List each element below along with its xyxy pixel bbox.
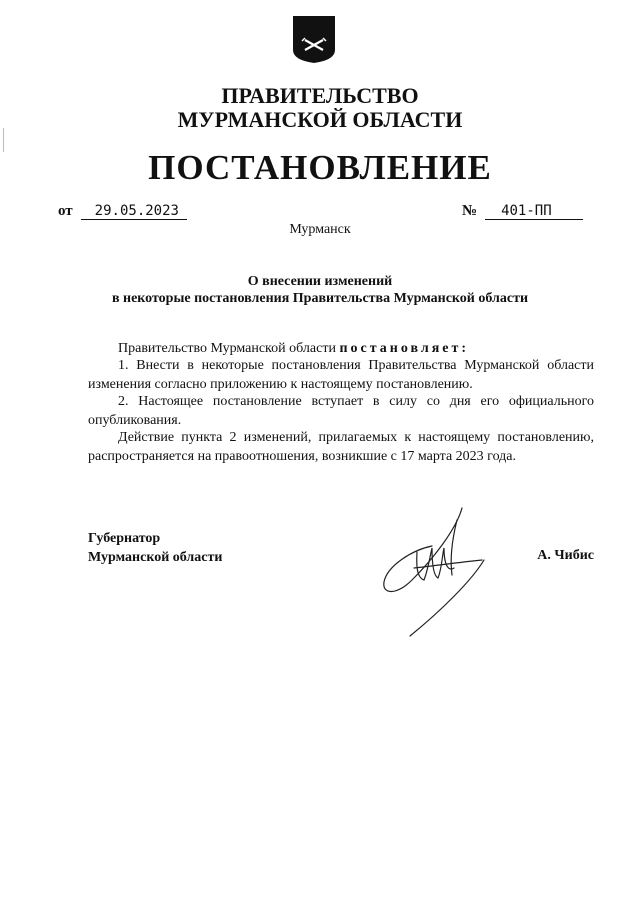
- intro-text: Правительство Мурманской области: [118, 341, 336, 356]
- document-date: 29.05.2023: [81, 203, 187, 220]
- org-name-line2: МУРМАНСКОЙ ОБЛАСТИ: [177, 107, 463, 132]
- item-2: 2. Настоящее постановление вступает в силу со дня его официального опубликования.: [88, 394, 594, 428]
- number-block: [462, 202, 583, 220]
- intro-paragraph: [88, 340, 594, 359]
- item-3: Действие пункта 2 изменений, прилагаемых к настоящему постановлению, распространяется на правоотношения, возникшие с 17 марта 2023 года.: [88, 430, 594, 464]
- item-1: 1. Внести в некоторые постановления Правительства Мурманской области изменения согласно приложению к настоящему постановлению.: [88, 358, 594, 392]
- org-name-line1: ПРАВИТЕЛЬСТВО: [221, 83, 419, 108]
- intro-verb: постановляет:: [339, 341, 470, 356]
- signatory-name: А. Чибис: [537, 548, 594, 563]
- position-line1: Губернатор: [88, 531, 161, 546]
- date-prefix: от: [58, 203, 73, 219]
- position-line2: Мурманской области: [88, 549, 223, 565]
- signatory-position: [88, 530, 222, 567]
- city: Мурманск: [289, 222, 351, 237]
- document-title-line2: в некоторые постановления Правительства Мурманской области: [111, 291, 529, 306]
- document-type-heading: ПОСТАНОВЛЕНИЕ: [148, 148, 492, 187]
- handwritten-signature: [372, 500, 497, 640]
- date-block: [58, 202, 187, 220]
- coat-of-arms-icon: [291, 14, 337, 64]
- document-title-line1: О внесении изменений: [247, 274, 393, 289]
- number-prefix: №: [462, 203, 478, 219]
- document-number: 401-ПП: [485, 203, 583, 220]
